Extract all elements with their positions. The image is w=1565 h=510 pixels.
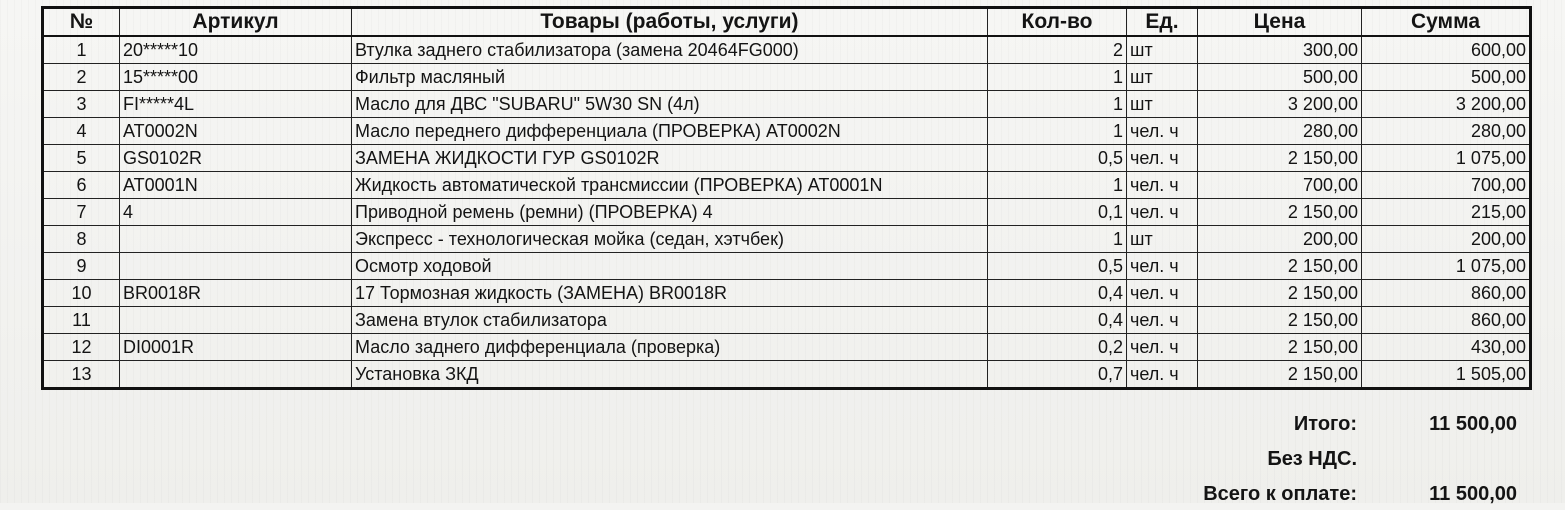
due-value: 11 500,00 [1429, 483, 1517, 505]
cell-qty: 0,4 [988, 307, 1127, 334]
table-row [43, 199, 1531, 226]
cell-name: Масло заднего дифференциала (проверка) [352, 334, 988, 361]
cell-sku: DI0001R [120, 334, 352, 361]
cell-price: 2 150,00 [1198, 145, 1362, 172]
cell-qty: 0,4 [988, 280, 1127, 307]
table-row [43, 91, 1531, 118]
vat-value-empty [1357, 443, 1517, 475]
cell-num: 3 [43, 91, 120, 118]
cell-name: Установка ЗКД [352, 361, 988, 389]
cell-sku [120, 253, 352, 280]
cell-num: 11 [43, 307, 120, 334]
cell-price: 2 150,00 [1198, 334, 1362, 361]
table-row [43, 118, 1531, 145]
cell-unit: чел. ч [1127, 280, 1198, 307]
total-value: 11 500,00 [1429, 413, 1517, 435]
cell-name: Приводной ремень (ремни) (ПРОВЕРКА) 4 [352, 199, 988, 226]
cell-num: 4 [43, 118, 120, 145]
cell-name: Фильтр масляный [352, 64, 988, 91]
cell-sum: 700,00 [1362, 172, 1531, 199]
cell-sum: 500,00 [1362, 64, 1531, 91]
cell-sum: 1 505,00 [1362, 361, 1531, 389]
cell-qty: 0,2 [988, 334, 1127, 361]
table-body [43, 36, 1531, 389]
cell-qty: 1 [988, 226, 1127, 253]
total-label: Итого: [1293, 413, 1357, 435]
header-name: Товары (работы, услуги) [352, 8, 988, 37]
cell-price: 2 150,00 [1198, 199, 1362, 226]
cell-sku: AT0001N [120, 172, 352, 199]
cell-sku [120, 361, 352, 389]
cell-name: Масло для ДВС "SUBARU" 5W30 SN (4л) [352, 91, 988, 118]
cell-num: 8 [43, 226, 120, 253]
cell-unit: чел. ч [1127, 199, 1198, 226]
cell-name: Масло переднего дифференциала (ПРОВЕРКА) AT0002N [352, 118, 988, 145]
cell-num: 9 [43, 253, 120, 280]
cell-sum: 430,00 [1362, 334, 1531, 361]
cell-sum: 215,00 [1362, 199, 1531, 226]
cell-sum: 3 200,00 [1362, 91, 1531, 118]
cell-name: Осмотр ходовой [352, 253, 988, 280]
cell-qty: 0,1 [988, 199, 1127, 226]
cell-num: 10 [43, 280, 120, 307]
header-sum: Сумма [1362, 8, 1531, 37]
cell-price: 2 150,00 [1198, 307, 1362, 334]
table-row [43, 64, 1531, 91]
cell-num: 1 [43, 36, 120, 64]
cell-unit: чел. ч [1127, 361, 1198, 389]
cell-num: 5 [43, 145, 120, 172]
header-num: № [43, 8, 120, 37]
totals-block [997, 408, 1517, 510]
table-row [43, 334, 1531, 361]
cell-unit: шт [1127, 36, 1198, 64]
cell-unit: шт [1127, 226, 1198, 253]
vat-row [997, 443, 1517, 475]
cell-qty: 0,5 [988, 145, 1127, 172]
cell-price: 300,00 [1198, 36, 1362, 64]
cell-num: 12 [43, 334, 120, 361]
cell-name: 17 Тормозная жидкость (ЗАМЕНА) BR0018R [352, 280, 988, 307]
header-sku: Артикул [120, 8, 352, 37]
header-price: Цена [1198, 8, 1362, 37]
cell-sum: 860,00 [1362, 280, 1531, 307]
cell-name: Замена втулок стабилизатора [352, 307, 988, 334]
cell-name: Экспресс - технологическая мойка (седан, хэтчбек) [352, 226, 988, 253]
cell-price: 700,00 [1198, 172, 1362, 199]
cell-sum: 1 075,00 [1362, 145, 1531, 172]
cell-num: 2 [43, 64, 120, 91]
cell-sku [120, 307, 352, 334]
cell-qty: 1 [988, 118, 1127, 145]
cell-sku: BR0018R [120, 280, 352, 307]
cell-price: 2 150,00 [1198, 361, 1362, 389]
table-row [43, 226, 1531, 253]
cell-num: 6 [43, 172, 120, 199]
cell-qty: 2 [988, 36, 1127, 64]
vat-label: Без НДС. [1267, 448, 1357, 470]
cell-qty: 0,5 [988, 253, 1127, 280]
cell-sum: 1 075,00 [1362, 253, 1531, 280]
due-row [997, 478, 1517, 510]
cell-num: 7 [43, 199, 120, 226]
cell-price: 500,00 [1198, 64, 1362, 91]
cell-unit: чел. ч [1127, 334, 1198, 361]
due-label: Всего к оплате: [1203, 483, 1357, 505]
cell-price: 200,00 [1198, 226, 1362, 253]
table-row [43, 172, 1531, 199]
table-row [43, 145, 1531, 172]
cell-sum: 600,00 [1362, 36, 1531, 64]
table-row [43, 307, 1531, 334]
table-row [43, 280, 1531, 307]
cell-price: 2 150,00 [1198, 253, 1362, 280]
cell-price: 3 200,00 [1198, 91, 1362, 118]
cell-qty: 1 [988, 64, 1127, 91]
cell-sku: GS0102R [120, 145, 352, 172]
table-header-row [43, 8, 1531, 37]
cell-qty: 1 [988, 91, 1127, 118]
cell-sku [120, 226, 352, 253]
cell-sku: 20*****10 [120, 36, 352, 64]
cell-qty: 1 [988, 172, 1127, 199]
cell-sum: 200,00 [1362, 226, 1531, 253]
total-row [997, 408, 1517, 440]
cell-name: ЗАМЕНА ЖИДКОСТИ ГУР GS0102R [352, 145, 988, 172]
table-row [43, 253, 1531, 280]
cell-unit: чел. ч [1127, 172, 1198, 199]
header-qty: Кол-во [988, 8, 1127, 37]
table-row [43, 36, 1531, 64]
invoice-table [41, 6, 1532, 390]
cell-sku: FI*****4L [120, 91, 352, 118]
cell-unit: шт [1127, 64, 1198, 91]
cell-name: Жидкость автоматической трансмиссии (ПРОВЕРКА) AT0001N [352, 172, 988, 199]
cell-unit: чел. ч [1127, 307, 1198, 334]
cell-sku: AT0002N [120, 118, 352, 145]
cell-unit: шт [1127, 91, 1198, 118]
cell-unit: чел. ч [1127, 118, 1198, 145]
cell-sku: 15*****00 [120, 64, 352, 91]
cell-price: 280,00 [1198, 118, 1362, 145]
cell-sum: 280,00 [1362, 118, 1531, 145]
cell-price: 2 150,00 [1198, 280, 1362, 307]
table-row [43, 361, 1531, 389]
cell-name: Втулка заднего стабилизатора (замена 20464FG000) [352, 36, 988, 64]
cell-num: 13 [43, 361, 120, 389]
cell-sku: 4 [120, 199, 352, 226]
cell-unit: чел. ч [1127, 145, 1198, 172]
cell-qty: 0,7 [988, 361, 1127, 389]
cell-sum: 860,00 [1362, 307, 1531, 334]
cell-unit: чел. ч [1127, 253, 1198, 280]
header-unit: Ед. [1127, 8, 1198, 37]
